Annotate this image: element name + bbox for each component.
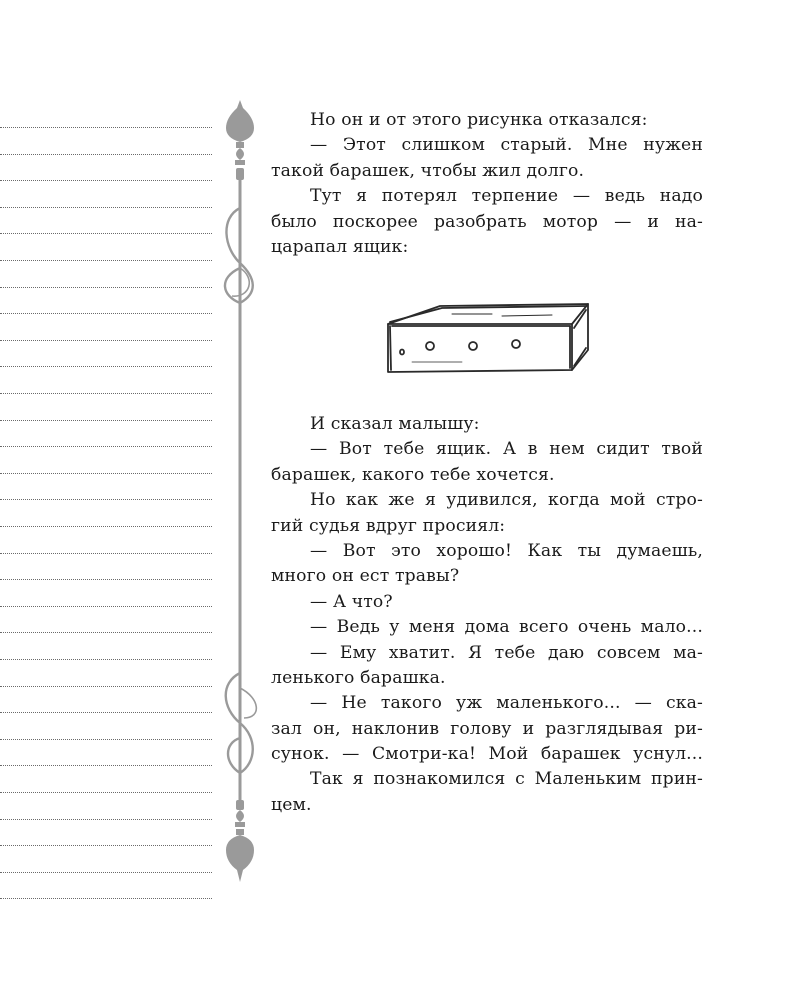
text-line: цем. — [271, 794, 312, 815]
text-block-top — [271, 108, 703, 260]
note-line — [0, 553, 212, 554]
note-line — [0, 366, 212, 367]
text-line: ленького барашка. — [271, 667, 446, 688]
note-line — [0, 739, 212, 740]
text-line: И сказал малышу: — [310, 414, 480, 434]
text-block-bottom — [271, 412, 703, 818]
note-line — [0, 898, 212, 899]
text-line: царапал ящик: — [271, 236, 409, 257]
note-line — [0, 260, 212, 261]
note-line — [0, 446, 212, 447]
note-line — [0, 420, 212, 421]
note-line — [0, 765, 212, 766]
text-line: — Вот это хорошо! Как ты думаешь, — [310, 540, 703, 561]
note-line — [0, 606, 212, 607]
note-line — [0, 872, 212, 873]
text-line: Так я познакомился с Маленьким прин- — [310, 769, 703, 790]
note-line — [0, 526, 212, 527]
note-line — [0, 845, 212, 846]
note-line — [0, 154, 212, 155]
note-line — [0, 579, 212, 580]
note-lines — [0, 100, 215, 900]
note-line — [0, 686, 212, 687]
note-line — [0, 180, 212, 181]
note-line — [0, 499, 212, 500]
text-line: такой барашек, чтобы жил долго. — [271, 160, 585, 181]
box-sketch-icon — [382, 302, 592, 376]
note-line — [0, 313, 212, 314]
note-line — [0, 819, 212, 820]
note-line — [0, 233, 212, 234]
text-line: барашек, какого тебе хочется. — [271, 464, 555, 485]
note-line — [0, 632, 212, 633]
note-line — [0, 473, 212, 474]
note-line — [0, 207, 212, 208]
note-line — [0, 127, 212, 128]
note-line — [0, 792, 212, 793]
text-line: зал он, наклонив голову и разглядывая ри- — [271, 718, 703, 739]
text-line: было поскорее разобрать мотор — и на- — [271, 211, 703, 232]
text-line: — Ему хватит. Я тебе даю совсем ма- — [310, 642, 703, 663]
decorative-ornament-icon — [210, 98, 270, 888]
text-line: Но как же я удивился, когда мой стро- — [310, 490, 703, 511]
text-line: гий судья вдруг просиял: — [271, 515, 506, 536]
text-line: — Вот тебе ящик. А в нем сидит твой — [310, 439, 703, 460]
text-line: много он ест травы? — [271, 566, 460, 587]
text-line: — Ведь у меня дома всего очень мало... — [310, 617, 703, 638]
text-line: сунок. — Смотри-ка! Мой барашек уснул... — [271, 744, 703, 765]
note-line — [0, 340, 212, 341]
note-line — [0, 393, 212, 394]
text-line: — Не такого уж маленького... — ска- — [310, 693, 703, 714]
note-line — [0, 659, 212, 660]
text-line: Но он и от этого рисунка отказался: — [310, 110, 648, 130]
note-line — [0, 287, 212, 288]
text-line: — А что? — [310, 591, 393, 612]
note-line — [0, 712, 212, 713]
text-line: Тут я потерял терпение — ведь надо — [310, 186, 703, 207]
text-line: — Этот слишком старый. Мне нужен — [310, 135, 703, 156]
